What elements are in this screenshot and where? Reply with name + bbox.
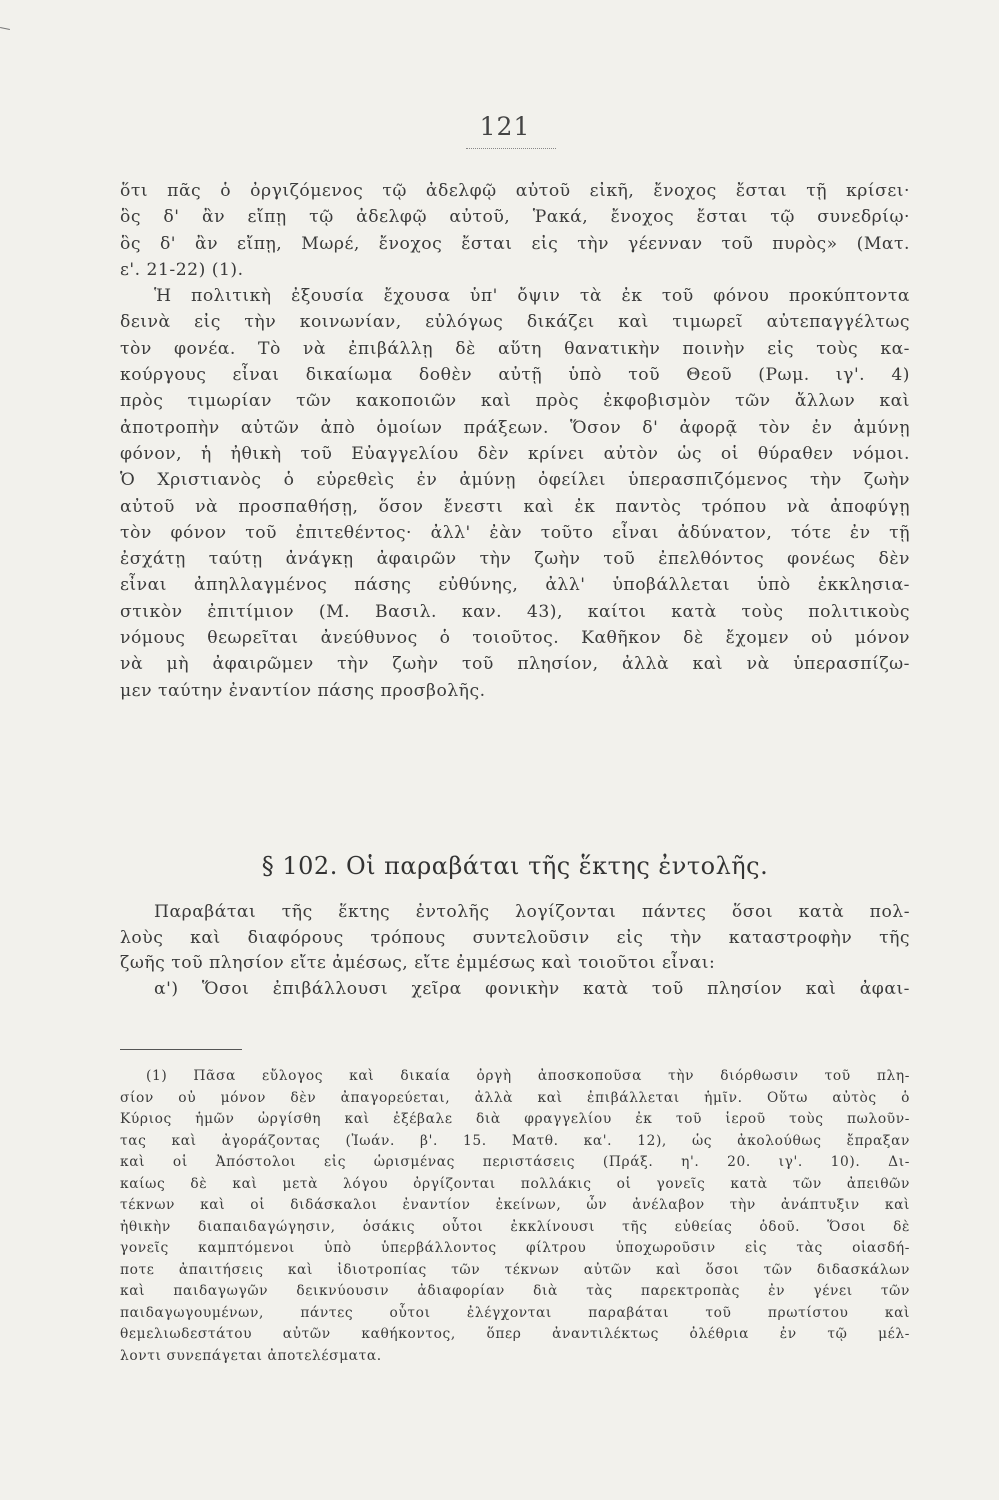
- footnote-rule: [120, 1049, 242, 1050]
- footnote-line: (1) Πᾶσα εὔλογος καὶ δικαία ὀργὴ ἀποσκοποῦσα τὴν διόρθωσιν τοῦ πλη-: [146, 1068, 910, 1084]
- text-line: Ἡ πολιτικὴ ἐξουσία ἔχουσα ὑπ' ὄψιν τὰ ἐκ τοῦ φόνου προκύπτοντα: [154, 286, 910, 307]
- footnote-line: ἠθικὴν διαπαιδαγώγησιν, ὁσάκις οὗτοι ἐκκλίνουσι τῆς εὐθείας ὁδοῦ. Ὅσοι δὲ: [120, 1218, 910, 1235]
- footnote: [120, 1066, 910, 1367]
- text-line: λοὺς καὶ διαφόρους τρόπους συντελοῦσιν εἰς τὴν καταστροφὴν τῆς: [120, 927, 910, 948]
- text-line: ἐσχάτῃ ταύτῃ ἀνάγκῃ ἀφαιρῶν τὴν ζωὴν τοῦ ἐπελθόντος φονέως δὲν: [120, 549, 910, 570]
- text-line: κούργους εἶναι δικαίωμα δοθὲν αὐτῇ ὑπὸ τοῦ Θεοῦ (Ρωμ. ιγ'. 4): [120, 365, 910, 386]
- text-line: δεινὰ εἰς τὴν κοινωνίαν, εὐλόγως δικάζει καὶ τιμωρεῖ αὐτεπαγγέλτως: [120, 312, 910, 333]
- text-line: Ὁ Χριστιανὸς ὁ εὑρεθεὶς ἐν ἀμύνῃ ὀφείλει ὑπερασπιζόμενος τὴν ζωὴν: [120, 470, 910, 491]
- text-line: νόμους θεωρεῖται ἀνεύθυνος ὁ τοιοῦτος. Καθῆκον δὲ ἔχομεν οὐ μόνον: [120, 628, 910, 649]
- footnote-line: γονεῖς καμπτόμενοι ὑπὸ ὑπερβάλλοντος φίλτρου ὑποχωροῦσιν εἰς τὰς οἱασδή-: [120, 1240, 910, 1256]
- text-line: ἀποτροπὴν αὐτῶν ἀπὸ ὁμοίων πράξεων. Ὅσον δ' ἀφορᾷ τὸν ἐν ἀμύνῃ: [120, 417, 910, 438]
- footnote-line: Κύριος ἡμῶν ὠργίσθη καὶ ἐξέβαλε διὰ φραγγελίου ἐκ τοῦ ἱεροῦ τοὺς πωλοῦν-: [120, 1111, 910, 1127]
- section-text: [120, 900, 910, 1002]
- text-line: τὸν φόνον τοῦ ἐπιτεθέντος· ἀλλ' ἐὰν τοῦτο εἶναι ἀδύνατον, τότε ἐν τῇ: [120, 522, 910, 543]
- body-text: [120, 178, 910, 704]
- text-line: πρὸς τιμωρίαν τῶν κακοποιῶν καὶ πρὸς ἐκφοβισμὸν τῶν ἄλλων καὶ: [120, 391, 910, 412]
- text-line: ὅτι πᾶς ὁ ὀργιζόμενος τῷ ἀδελφῷ αὐτοῦ εἰκῆ, ἔνοχος ἔσται τῇ κρίσει·: [120, 181, 910, 201]
- footnote-line: λοντι συνεπάγεται ἀποτελέσματα.: [120, 1347, 382, 1364]
- text-line: εἶναι ἀπηλλαγμένος πάσης εὐθύνης, ἀλλ' ὑποβάλλεται ὑπὸ ἐκκλησια-: [120, 575, 910, 596]
- text-line: ὃς δ' ἂν εἴπῃ τῷ ἀδελφῷ αὐτοῦ, Ῥακά, ἔνοχος ἔσται τῷ συνεδρίῳ·: [120, 207, 910, 228]
- page-number-rule: [466, 148, 556, 149]
- scan-edge-mark: [0, 27, 10, 30]
- footnote-line: ποτε ἀπαιτήσεις καὶ ἰδιοτροπίας τῶν τέκνων αὐτῶν καὶ ὅσοι τῶν διδασκάλων: [120, 1261, 910, 1278]
- page-number: 121: [479, 112, 531, 141]
- footnote-line: παιδαγωγουμένων, πάντες οὗτοι ἐλέγχονται παραβάται τοῦ πρωτίστου καὶ: [120, 1304, 910, 1321]
- text-line: ε'. 21-22) (1).: [120, 259, 244, 280]
- section-heading: § 102. Οἱ παραβάται τῆς ἕκτης ἐντολῆς.: [261, 852, 769, 880]
- text-line: α') Ὅσοι ἐπιβάλλουσι χεῖρα φονικὴν κατὰ τοῦ πλησίον καὶ ἀφαι-: [154, 978, 910, 999]
- text-line: στικὸν ἐπιτίμιον (Μ. Βασιλ. καν. 43), καίτοι κατὰ τοὺς πολιτικοὺς: [120, 601, 910, 622]
- text-line: νὰ μὴ ἀφαιρῶμεν τὴν ζωὴν τοῦ πλησίον, ἀλλὰ καὶ νὰ ὑπερασπίζω-: [120, 654, 910, 675]
- footnote-line: τας καὶ ἀγοράζοντας (Ἰωάν. β'. 15. Ματθ. κα'. 12), ὡς ἀκολούθως ἔπραξαν: [120, 1132, 910, 1149]
- footnote-line: καὶ παιδαγωγῶν δεικνύουσιν ἀδιαφορίαν διὰ τὰς παρεκτροπὰς ἐν γένει τῶν: [120, 1283, 910, 1299]
- footnote-line: θεμελιωδεστάτου αὐτῶν καθήκοντος, ὅπερ ἀναντιλέκτως ὀλέθρια ἐν τῷ μέλ-: [120, 1326, 910, 1342]
- text-line: φόνον, ἡ ἠθικὴ τοῦ Εὐαγγελίου δὲν κρίνει αὐτὸν ὡς οἱ θύραθεν νόμοι.: [120, 443, 910, 464]
- text-line: ζωῆς τοῦ πλησίον εἴτε ἀμέσως, εἴτε ἐμμέσως καὶ τοιοῦτοι εἶναι:: [120, 953, 716, 973]
- text-line: μεν ταύτην ἐναντίον πάσης προσβολῆς.: [120, 680, 486, 701]
- text-line: τὸν φονέα. Τὸ νὰ ἐπιβάλλῃ δὲ αὕτη θανατικὴν ποινὴν εἰς τοὺς κα-: [120, 338, 910, 359]
- footnote-line: καὶ οἱ Ἀπόστολοι εἰς ὡρισμένας περιστάσεις (Πράξ. η'. 20. ιγ'. 10). Δι-: [120, 1154, 910, 1170]
- text-line: αὐτοῦ νὰ προσπαθήσῃ, ὅσον ἔνεστι καὶ ἐκ παντὸς τρόπου νὰ ἀποφύγῃ: [120, 496, 910, 517]
- text-line: ὃς δ' ἂν εἴπῃ, Μωρέ, ἔνοχος ἔσται εἰς τὴν γέενναν τοῦ πυρὸς» (Ματ.: [120, 233, 910, 254]
- footnote-line: καίως δὲ καὶ μετὰ λόγου ὀργίζονται πολλάκις οἱ γονεῖς κατὰ τῶν ἀπειθῶν: [120, 1175, 910, 1192]
- footnote-line: τέκνων καὶ οἱ διδάσκαλοι ἐναντίον ἐκείνων, ὧν ἀνέλαβον τὴν ἀνάπτυξιν καὶ: [120, 1197, 910, 1213]
- text-line: Παραβάται τῆς ἕκτης ἐντολῆς λογίζονται πάντες ὅσοι κατὰ πολ-: [154, 902, 910, 922]
- footnote-line: σίον οὐ μόνον δὲν ἀπαγορεύεται, ἀλλὰ καὶ ἐπιβάλλεται ἡμῖν. Οὕτω αὐτὸς ὁ: [120, 1089, 910, 1106]
